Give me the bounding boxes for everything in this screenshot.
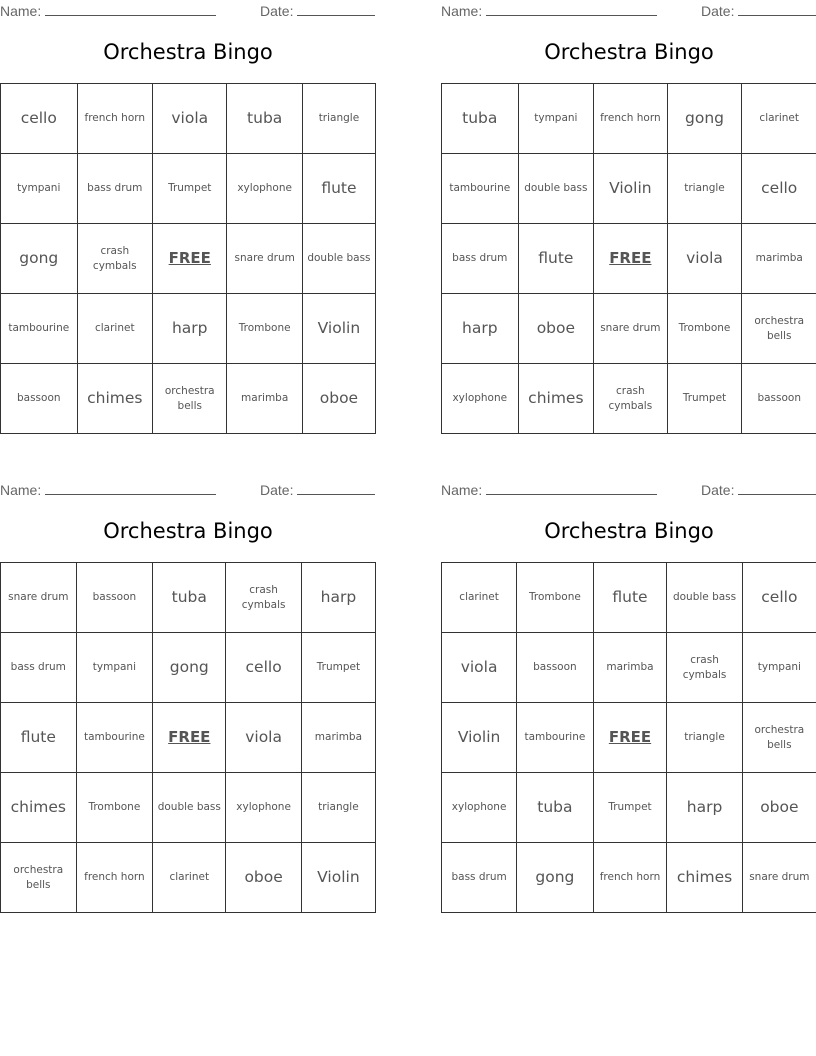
bingo-cell: bassoon [1, 364, 78, 434]
bingo-cell: oboe [226, 843, 301, 913]
bingo-cell: oboe [742, 773, 816, 843]
bingo-cell: viola [667, 224, 742, 294]
name-field [441, 1, 657, 19]
bingo-grid [441, 83, 816, 434]
bingo-cell: bass drum [77, 154, 153, 224]
card-title: Orchestra Bingo [103, 519, 273, 543]
bingo-cell: tuba [442, 84, 519, 154]
date-field [701, 1, 816, 19]
bingo-cell: cello [226, 633, 301, 703]
bingo-card [441, 0, 816, 440]
bingo-cell: french horn [76, 843, 153, 913]
bingo-cell: snare drum [594, 294, 667, 364]
card-header [0, 1, 376, 21]
free-space: FREE [594, 224, 667, 294]
bingo-cell: french horn [593, 843, 667, 913]
bingo-cell: Trumpet [153, 154, 227, 224]
bingo-cell: Trumpet [301, 633, 375, 703]
grid-row [442, 843, 816, 913]
grid-row [442, 703, 816, 773]
bingo-cell: cello [742, 563, 816, 633]
bingo-cell: orchestra bells [153, 364, 227, 434]
bingo-cell: Trumpet [667, 364, 742, 434]
grid-row [1, 154, 376, 224]
bingo-cell: bassoon [76, 563, 153, 633]
grid-row [442, 224, 816, 294]
bingo-cell: chimes [77, 364, 153, 434]
bingo-cell: Trumpet [593, 773, 667, 843]
bingo-cell: double bass [667, 563, 742, 633]
bingo-cell: double bass [302, 224, 375, 294]
grid-row [1, 364, 376, 434]
free-space: FREE [153, 703, 226, 773]
name-label: Name: [441, 3, 483, 19]
date-label: Date: [701, 3, 735, 19]
bingo-cell: xylophone [226, 773, 301, 843]
grid-row [1, 84, 376, 154]
grid-row [1, 633, 376, 703]
bingo-cell: tympani [76, 633, 153, 703]
bingo-cell: double bass [153, 773, 226, 843]
bingo-cell: chimes [667, 843, 742, 913]
bingo-cell: harp [667, 773, 742, 843]
card-title: Orchestra Bingo [544, 519, 714, 543]
grid-row [442, 364, 816, 434]
date-label: Date: [260, 482, 294, 498]
bingo-cell: marimba [742, 224, 816, 294]
bingo-cell: clarinet [742, 84, 816, 154]
bingo-cell: viola [442, 633, 517, 703]
bingo-cell: tuba [517, 773, 593, 843]
bingo-cell: xylophone [442, 364, 519, 434]
bingo-cell: gong [1, 224, 78, 294]
bingo-cell: tambourine [76, 703, 153, 773]
bingo-cell: Trombone [667, 294, 742, 364]
bingo-cell: crash cymbals [594, 364, 667, 434]
bingo-cell: harp [442, 294, 519, 364]
bingo-cell: chimes [1, 773, 77, 843]
bingo-cell: cello [742, 154, 816, 224]
name-blank [486, 1, 657, 16]
grid-row [1, 224, 376, 294]
name-blank [45, 1, 216, 16]
name-field [0, 1, 216, 19]
bingo-cell: Trombone [227, 294, 302, 364]
bingo-cell: tambourine [442, 154, 519, 224]
bingo-cell: gong [667, 84, 742, 154]
grid-row [442, 633, 816, 703]
bingo-cell: bass drum [1, 633, 77, 703]
bingo-cell: tuba [227, 84, 302, 154]
bingo-cell: chimes [518, 364, 594, 434]
card-title: Orchestra Bingo [103, 40, 273, 64]
bingo-cell: xylophone [442, 773, 517, 843]
bingo-cell: tambourine [1, 294, 78, 364]
bingo-cell: double bass [518, 154, 594, 224]
bingo-cell: triangle [667, 703, 742, 773]
bingo-cell: clarinet [442, 563, 517, 633]
bingo-cell: Violin [302, 294, 375, 364]
bingo-cell: clarinet [77, 294, 153, 364]
bingo-cell: Trombone [517, 563, 593, 633]
bingo-cell: french horn [594, 84, 667, 154]
bingo-cell: Trombone [76, 773, 153, 843]
bingo-cell: marimba [301, 703, 375, 773]
grid-row [442, 773, 816, 843]
bingo-cell: orchestra bells [1, 843, 77, 913]
bingo-cell: Violin [594, 154, 667, 224]
name-label: Name: [0, 482, 42, 498]
name-blank [486, 480, 657, 495]
bingo-cell: triangle [667, 154, 742, 224]
bingo-cell: clarinet [153, 843, 226, 913]
bingo-cell: harp [153, 294, 227, 364]
bingo-cell: flute [593, 563, 667, 633]
bingo-cell: xylophone [227, 154, 302, 224]
bingo-cell: orchestra bells [742, 294, 816, 364]
grid-row [442, 563, 816, 633]
bingo-grid [0, 562, 376, 913]
bingo-cell: flute [1, 703, 77, 773]
date-label: Date: [701, 482, 735, 498]
bingo-cell: crash cymbals [226, 563, 301, 633]
bingo-cell: gong [517, 843, 593, 913]
bingo-cell: triangle [302, 84, 375, 154]
bingo-card [0, 0, 376, 440]
bingo-cell: tuba [153, 563, 226, 633]
card-header [441, 480, 816, 500]
bingo-cell: snare drum [1, 563, 77, 633]
bingo-cell: viola [226, 703, 301, 773]
bingo-cell: tambourine [517, 703, 593, 773]
bingo-cell: Violin [442, 703, 517, 773]
date-field [260, 1, 375, 19]
bingo-cell: marimba [227, 364, 302, 434]
grid-row [1, 294, 376, 364]
bingo-grid [0, 83, 376, 434]
date-field [260, 480, 375, 498]
bingo-cell: crash cymbals [667, 633, 742, 703]
grid-row [1, 563, 376, 633]
date-blank [297, 480, 375, 495]
name-field [441, 480, 657, 498]
bingo-cell: flute [302, 154, 375, 224]
date-label: Date: [260, 3, 294, 19]
bingo-cell: bassoon [742, 364, 816, 434]
bingo-cell: bass drum [442, 843, 517, 913]
bingo-grid [441, 562, 816, 913]
bingo-cell: gong [153, 633, 226, 703]
name-label: Name: [0, 3, 42, 19]
bingo-cell: french horn [77, 84, 153, 154]
bingo-cell: bass drum [442, 224, 519, 294]
bingo-cell: tympani [742, 633, 816, 703]
date-blank [738, 1, 816, 16]
date-blank [738, 480, 816, 495]
grid-row [442, 84, 816, 154]
bingo-cell: tympani [518, 84, 594, 154]
bingo-card [0, 479, 376, 919]
bingo-cell: crash cymbals [77, 224, 153, 294]
bingo-cell: oboe [302, 364, 375, 434]
date-field [701, 480, 816, 498]
bingo-cell: cello [1, 84, 78, 154]
grid-row [1, 773, 376, 843]
card-header [441, 1, 816, 21]
bingo-cell: snare drum [742, 843, 816, 913]
bingo-cell: snare drum [227, 224, 302, 294]
bingo-card [441, 479, 816, 919]
free-space: FREE [593, 703, 667, 773]
name-blank [45, 480, 216, 495]
card-title: Orchestra Bingo [544, 40, 714, 64]
bingo-cell: oboe [518, 294, 594, 364]
bingo-cell: tympani [1, 154, 78, 224]
grid-row [442, 154, 816, 224]
bingo-cell: bassoon [517, 633, 593, 703]
free-space: FREE [153, 224, 227, 294]
bingo-cell: harp [301, 563, 375, 633]
grid-row [1, 843, 376, 913]
grid-row [442, 294, 816, 364]
bingo-cell: viola [153, 84, 227, 154]
date-blank [297, 1, 375, 16]
card-header [0, 480, 376, 500]
grid-row [1, 703, 376, 773]
name-field [0, 480, 216, 498]
bingo-cell: flute [518, 224, 594, 294]
bingo-cell: Violin [301, 843, 375, 913]
bingo-cell: marimba [593, 633, 667, 703]
name-label: Name: [441, 482, 483, 498]
bingo-cell: orchestra bells [742, 703, 816, 773]
bingo-cell: triangle [301, 773, 375, 843]
